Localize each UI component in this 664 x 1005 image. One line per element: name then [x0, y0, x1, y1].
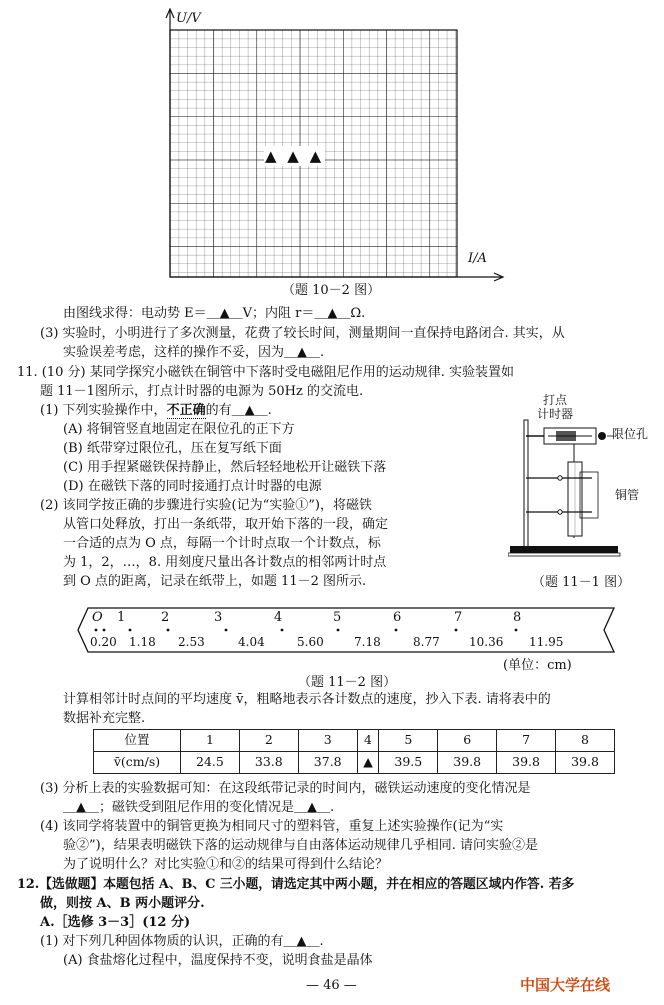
q10-part3-line2: 实验误差考虑，这样的操作不妥，因为＿▲＿. — [63, 345, 325, 360]
q11-part4-line2: 验②”)，结果表明磁铁下落的运动规律与自由落体运动规律几乎相同. 请问实验②是 — [63, 838, 538, 853]
q12-intro-line2: 做，则按 A、B 两小题评分. — [40, 896, 205, 911]
q10-result-line: 由图线求得：电动势 E＝＿▲＿V；内阻 r＝＿▲＿Ω. — [63, 306, 366, 321]
table-cell: 1 — [181, 730, 240, 752]
tape-distance-value: 8.77 — [413, 635, 440, 649]
graph-x-axis-label: I/A — [468, 251, 487, 266]
apparatus-label-timer-1: 打点 — [543, 393, 568, 407]
tape-point-label: 1 — [117, 610, 126, 625]
tape-distance-value: 4.04 — [238, 635, 265, 649]
table-row — [94, 752, 615, 774]
q11-calc-line2: 数据补充完整. — [63, 711, 146, 726]
q11-part2-line5: 到 O 点的距离，记录在纸带上，如题 11－2 图所示. — [63, 574, 367, 589]
q11-part2-line1: (2) 该同学按正确的步骤进行实验(记为“实验①”)，将磁铁 — [40, 498, 372, 513]
q12-intro-line1: 12.【选做题】本题包括 A、B、C 三小题，请选定其中两小题，并在相应的答题区域内作答. 若多 — [17, 877, 575, 892]
q11-option-a: (A) 将铜管竖直地固定在限位孔的正下方 — [63, 422, 295, 437]
velocity-table — [93, 729, 615, 774]
table-cell: 3 — [298, 730, 357, 752]
table-cell: 39.8 — [438, 752, 497, 774]
table-cell: 39.8 — [497, 752, 556, 774]
table-cell: 2 — [239, 730, 298, 752]
table-cell: 39.5 — [379, 752, 438, 774]
tape-distance-value: 10.36 — [469, 635, 504, 649]
q11-part1-suffix: 的有＿▲＿. — [205, 403, 272, 418]
tape-point-label: 7 — [454, 610, 463, 625]
table-cell: 5 — [379, 730, 438, 752]
graph-y-axis-label: U/V — [176, 11, 201, 26]
tape-point-label: 3 — [214, 610, 223, 625]
q11-option-c: (C) 用手捏紧磁铁保持静止，然后轻轻地松开让磁铁下落 — [63, 460, 387, 475]
q11-part1 — [40, 402, 272, 420]
apparatus-label-timer-2: 计时器 — [537, 407, 574, 421]
page-number: — 46 — — [306, 978, 357, 993]
q12-section-a: A.［选修 3－3］(12 分) — [40, 915, 191, 930]
tape-unit: (单位：cm) — [503, 658, 572, 673]
tape-distance-value: 7.18 — [354, 635, 381, 649]
q11-part4-line1: (4) 该同学将装置中的铜管更换为相同尺寸的塑料管，重复上述实验操作(记为“实 — [40, 819, 504, 834]
q12-part1: (1) 对下列几种固体物质的认识，正确的有＿▲＿. — [40, 934, 324, 949]
q11-option-d: (D) 在磁铁下落的同时接通打点计时器的电源 — [63, 479, 322, 494]
q11-part1-emphasis: 不正确 — [166, 403, 206, 418]
tape-distance-value: 0.20 — [90, 635, 117, 649]
tape-distance-value: 5.60 — [297, 635, 324, 649]
tape-distance-value: 11.95 — [529, 635, 564, 649]
q11-part2-line3: 一合适的点为 O 点，每隔一个计时点取一个计数点，标 — [63, 536, 381, 551]
tape-point-label: O — [92, 610, 103, 625]
table-cell: 37.8 — [298, 752, 357, 774]
table-cell: 33.8 — [239, 752, 298, 774]
table-cell: ▲ — [357, 752, 379, 774]
table-header-cell: 位置 — [94, 730, 181, 752]
watermark: 中国大学在线 — [520, 976, 611, 994]
q11-intro-line1: 11. (10 分) 某同学探究小磁铁在铜管中下落时受电磁阻尼作用的运动规律. 实验装置如 — [17, 365, 515, 380]
apparatus-label-hole: 限位孔 — [612, 427, 649, 441]
tape-distance-value: 1.18 — [129, 635, 156, 649]
apparatus-label-tube: 铜管 — [615, 488, 640, 502]
q11-intro-line2: 题 11－1图所示，打点计时器的电源为 50Hz 的交流电. — [40, 384, 364, 399]
table-cell: 24.5 — [181, 752, 240, 774]
table-row — [94, 730, 615, 752]
apparatus-caption: （题 11－1 图） — [532, 575, 631, 590]
table-cell: 4 — [357, 730, 379, 752]
apparatus-diagram — [508, 418, 626, 568]
table-cell: 39.8 — [556, 752, 615, 774]
tape-point-label: 5 — [333, 610, 342, 625]
tape-distance-value: 2.53 — [178, 635, 205, 649]
q11-part3-line2: ＿▲＿；磁铁受到阻尼作用的变化情况是＿▲＿. — [63, 800, 335, 815]
q11-part1-prefix: (1) 下列实验操作中， — [40, 403, 167, 418]
q11-part4-line3: 为了说明什么？对比实验①和②的结果可得到什么结论？ — [63, 857, 389, 872]
q11-part3-line1: (3) 分析上表的实验数据可知：在这段纸带记录的时间内，磁铁运动速度的变化情况是 — [40, 781, 531, 796]
q11-part2-line2: 从管口处释放，打出一条纸带，取开始下落的一段，确定 — [63, 517, 389, 532]
tape-caption: （题 11－2 图） — [298, 675, 397, 690]
graph-grid — [150, 8, 510, 290]
table-cell: 8 — [556, 730, 615, 752]
tape-point-label: 6 — [393, 610, 402, 625]
table-cell: 7 — [497, 730, 556, 752]
tape-point-label: 2 — [161, 610, 170, 625]
q11-part2-line4: 为 1，2，…，8. 用刻度尺量出各计数点的相邻两计时点 — [63, 555, 387, 570]
tape-point-label: 8 — [513, 610, 522, 625]
table-cell: 6 — [438, 730, 497, 752]
q12-option-a: (A) 食盐熔化过程中，温度保持不变，说明食盐是晶体 — [63, 953, 373, 968]
q11-calc-line1: 计算相邻计时点间的平均速度 v̄，粗略地表示各计数点的速度，抄入下表. 请将表中的 — [63, 692, 551, 707]
graph-placeholder: ▲ ▲ ▲ — [265, 147, 325, 165]
table-header-cell: v̄(cm/s) — [94, 752, 181, 774]
graph-caption: （题 10－2 图） — [282, 283, 381, 298]
q11-option-b: (B) 纸带穿过限位孔，压在复写纸下面 — [63, 441, 282, 456]
tape-point-label: 4 — [274, 610, 283, 625]
q10-part3-line1: (3) 实验时，小明进行了多次测量，花费了较长时间，测量期间一直保持电路闭合. 其实，从 — [40, 326, 565, 341]
